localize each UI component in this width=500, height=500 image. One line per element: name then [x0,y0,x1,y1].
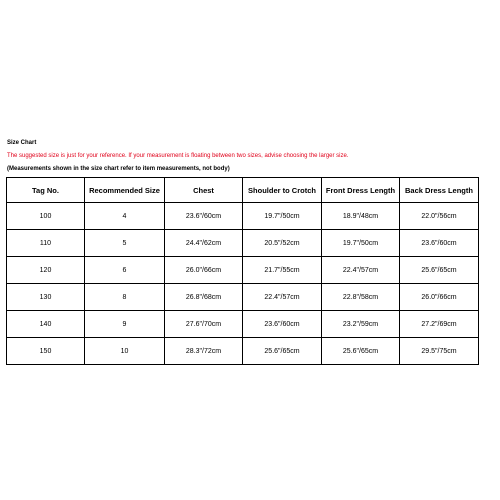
measurement-note: (Measurements shown in the size chart refer to item measurements, not body) [7,166,230,172]
size-advice-notice: The suggested size is just for your reference. If your measurement is floating between two sizes, advise choosing the larger size. [7,153,349,159]
header-front-dress-length: Front Dress Length [322,178,400,203]
cell-recommended-size: 6 [85,257,165,284]
table-row [7,203,479,230]
header-shoulder-to-crotch: Shoulder to Crotch [243,178,322,203]
cell-shoulder-to-crotch: 23.6"/60cm [243,311,322,338]
cell-chest: 27.6"/70cm [165,311,243,338]
cell-front-dress-length: 18.9"/48cm [322,203,400,230]
cell-shoulder-to-crotch: 22.4"/57cm [243,284,322,311]
cell-chest: 23.6"/60cm [165,203,243,230]
table-row [7,284,479,311]
cell-recommended-size: 4 [85,203,165,230]
table-row [7,338,479,365]
cell-shoulder-to-crotch: 20.5"/52cm [243,230,322,257]
table-row [7,311,479,338]
cell-front-dress-length: 22.4"/57cm [322,257,400,284]
cell-recommended-size: 5 [85,230,165,257]
cell-chest: 28.3"/72cm [165,338,243,365]
table-row [7,257,479,284]
cell-tag-no: 130 [7,284,85,311]
header-row [7,178,479,203]
cell-back-dress-length: 27.2"/69cm [400,311,479,338]
cell-chest: 26.8"/68cm [165,284,243,311]
cell-front-dress-length: 23.2"/59cm [322,311,400,338]
cell-recommended-size: 10 [85,338,165,365]
size-table [6,177,479,365]
cell-chest: 24.4"/62cm [165,230,243,257]
cell-recommended-size: 9 [85,311,165,338]
cell-front-dress-length: 22.8"/58cm [322,284,400,311]
cell-back-dress-length: 29.5"/75cm [400,338,479,365]
cell-shoulder-to-crotch: 25.6"/65cm [243,338,322,365]
cell-shoulder-to-crotch: 19.7"/50cm [243,203,322,230]
header-tag-no: Tag No. [7,178,85,203]
header-recommended-size: Recommended Size [85,178,165,203]
cell-tag-no: 110 [7,230,85,257]
cell-back-dress-length: 25.6"/65cm [400,257,479,284]
cell-back-dress-length: 22.0"/56cm [400,203,479,230]
cell-front-dress-length: 19.7"/50cm [322,230,400,257]
cell-front-dress-length: 25.6"/65cm [322,338,400,365]
cell-shoulder-to-crotch: 21.7"/55cm [243,257,322,284]
cell-tag-no: 140 [7,311,85,338]
cell-tag-no: 120 [7,257,85,284]
cell-recommended-size: 8 [85,284,165,311]
table-row [7,230,479,257]
cell-tag-no: 150 [7,338,85,365]
cell-tag-no: 100 [7,203,85,230]
cell-back-dress-length: 23.6"/60cm [400,230,479,257]
header-back-dress-length: Back Dress Length [400,178,479,203]
cell-back-dress-length: 26.0"/66cm [400,284,479,311]
cell-chest: 26.0"/66cm [165,257,243,284]
size-chart-title: Size Chart [7,140,37,146]
header-chest: Chest [165,178,243,203]
